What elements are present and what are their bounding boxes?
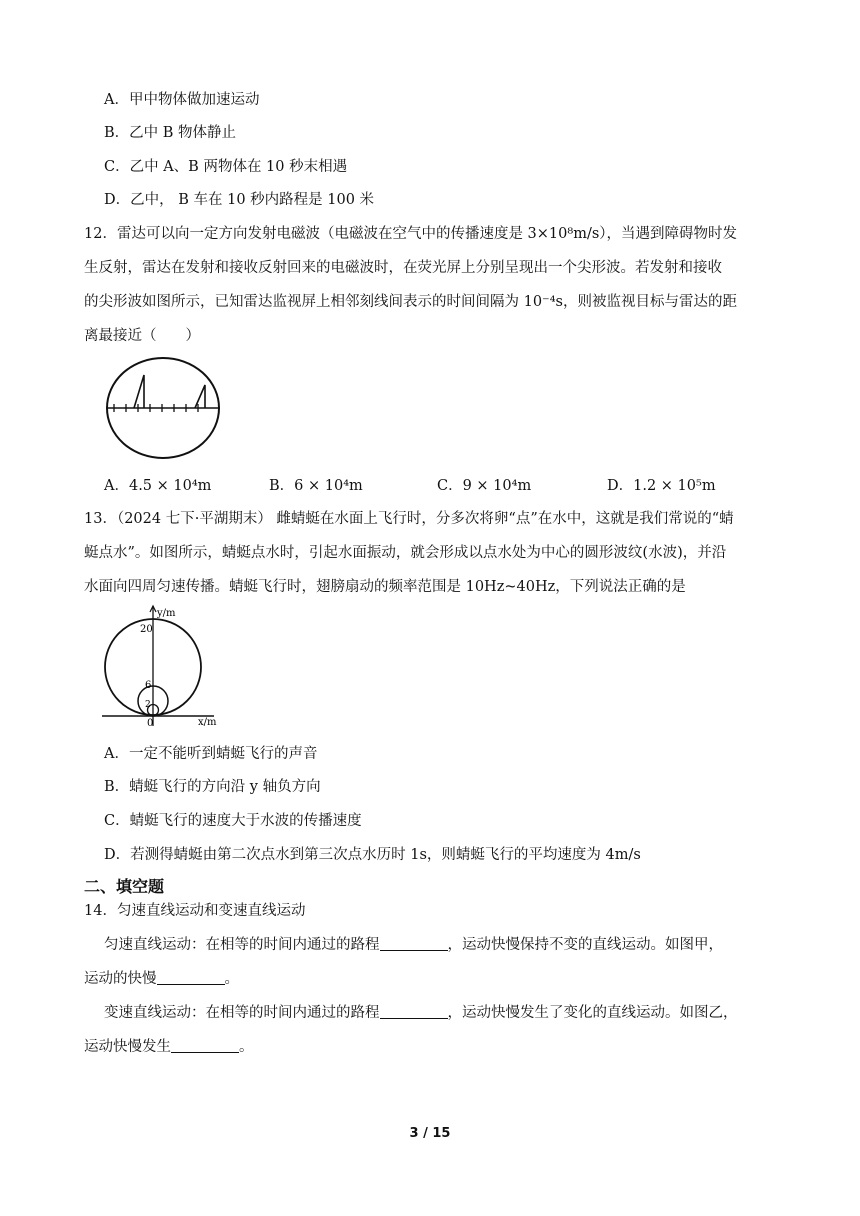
label-20: 20	[140, 624, 153, 635]
page-number: 3 / 15	[409, 1126, 451, 1141]
q14-paragraph-2-line-2	[84, 1037, 254, 1057]
q14-p1-text-c: 运动的快慢	[84, 971, 157, 987]
section-heading: 二、填空题	[84, 877, 165, 896]
radar-screen-diagram	[102, 355, 224, 461]
q12-line-1: 12．雷达可以向一定方向发射电磁波（电磁波在空气中的传播速度是 3×10⁸m/s），当遇到障碍物时发	[84, 226, 738, 242]
q13-line-1: 13．（2024 七下·平湖期末） 雌蜻蜓在水面上飞行时，分多次将卵“点”在水中，这就是我们常说的“蜻	[84, 511, 734, 527]
label-0: 0	[147, 718, 154, 728]
q11-option-b: B．乙中 B 物体静止	[104, 125, 237, 141]
q12-choice-c: C．9 × 10⁴m	[437, 478, 532, 494]
q14-paragraph-1-line-1	[104, 935, 723, 955]
ripple-circles-diagram	[102, 604, 224, 728]
q14-p2-text-d: 。	[239, 1039, 254, 1055]
q14-p2-text-b: ，运动快慢发生了变化的直线运动。如图乙，	[447, 1005, 738, 1021]
x-axis-label: x/m	[198, 717, 217, 728]
q11-option-a: A．甲中物体做加速运动	[104, 92, 260, 108]
q13-option-d: D．若测得蜻蜓由第二次点水到第三次点水历时 1s，则蜻蜓飞行的平均速度为 4m/s	[104, 847, 641, 863]
q14-p2-text-c: 运动快慢发生	[84, 1039, 171, 1055]
q12-line-2: 生反射，雷达在发射和接收反射回来的电磁波时，在荧光屏上分别呈现出一个尖形波。若发射和接收	[84, 260, 722, 276]
q13-line-2: 蜓点水”。如图所示，蜻蜓点水时，引起水面振动，就会形成以点水处为中心的圆形波纹(水波)，并沿	[84, 545, 727, 561]
label-2: 2	[145, 700, 151, 710]
q12-choice-b: B．6 × 10⁴m	[269, 478, 363, 494]
q14-title: 14．匀速直线运动和变速直线运动	[84, 903, 306, 919]
q14-p1-text-a: 匀速直线运动：在相等的时间内通过的路程	[104, 937, 380, 953]
answer-blank-1[interactable]	[380, 936, 448, 951]
q12-line-3: 的尖形波如图所示，已知雷达监视屏上相邻刻线间表示的时间间隔为 10⁻⁴s，则被监视目标与雷达的距	[84, 294, 737, 310]
y-axis-label: y/m	[157, 608, 176, 619]
q11-option-c: C．乙中 A、B 两物体在 10 秒末相遇	[104, 159, 348, 175]
answer-blank-4[interactable]	[171, 1038, 239, 1053]
q13-line-3: 水面向四周匀速传播。蜻蜓飞行时，翅膀扇动的频率范围是 10Hz~40Hz，下列说法正确的是	[84, 579, 686, 595]
q14-p1-text-b: ，运动快慢保持不变的直线运动。如图甲，	[447, 937, 723, 953]
q12-choice-d: D．1.2 × 10⁵m	[607, 478, 716, 494]
q14-p1-text-d: 。	[224, 971, 239, 987]
q13-option-a: A．一定不能听到蜻蜓飞行的声音	[104, 746, 318, 762]
label-6: 6	[145, 680, 152, 691]
answer-blank-3[interactable]	[380, 1004, 448, 1019]
q14-p2-text-a: 变速直线运动：在相等的时间内通过的路程	[104, 1005, 380, 1021]
q13-option-b: B．蜻蜓飞行的方向沿 y 轴负方向	[104, 779, 321, 795]
q11-option-d: D．乙中， B 车在 10 秒内路程是 100 米	[104, 192, 375, 208]
q14-paragraph-1-line-2	[84, 969, 239, 989]
answer-blank-2[interactable]	[157, 970, 225, 985]
q12-choice-a: A．4.5 × 10⁴m	[104, 478, 212, 494]
q13-option-c: C．蜻蜓飞行的速度大于水波的传播速度	[104, 813, 362, 829]
q12-line-4: 离最接近（ ）	[84, 328, 200, 344]
q14-paragraph-2-line-1	[104, 1003, 738, 1023]
